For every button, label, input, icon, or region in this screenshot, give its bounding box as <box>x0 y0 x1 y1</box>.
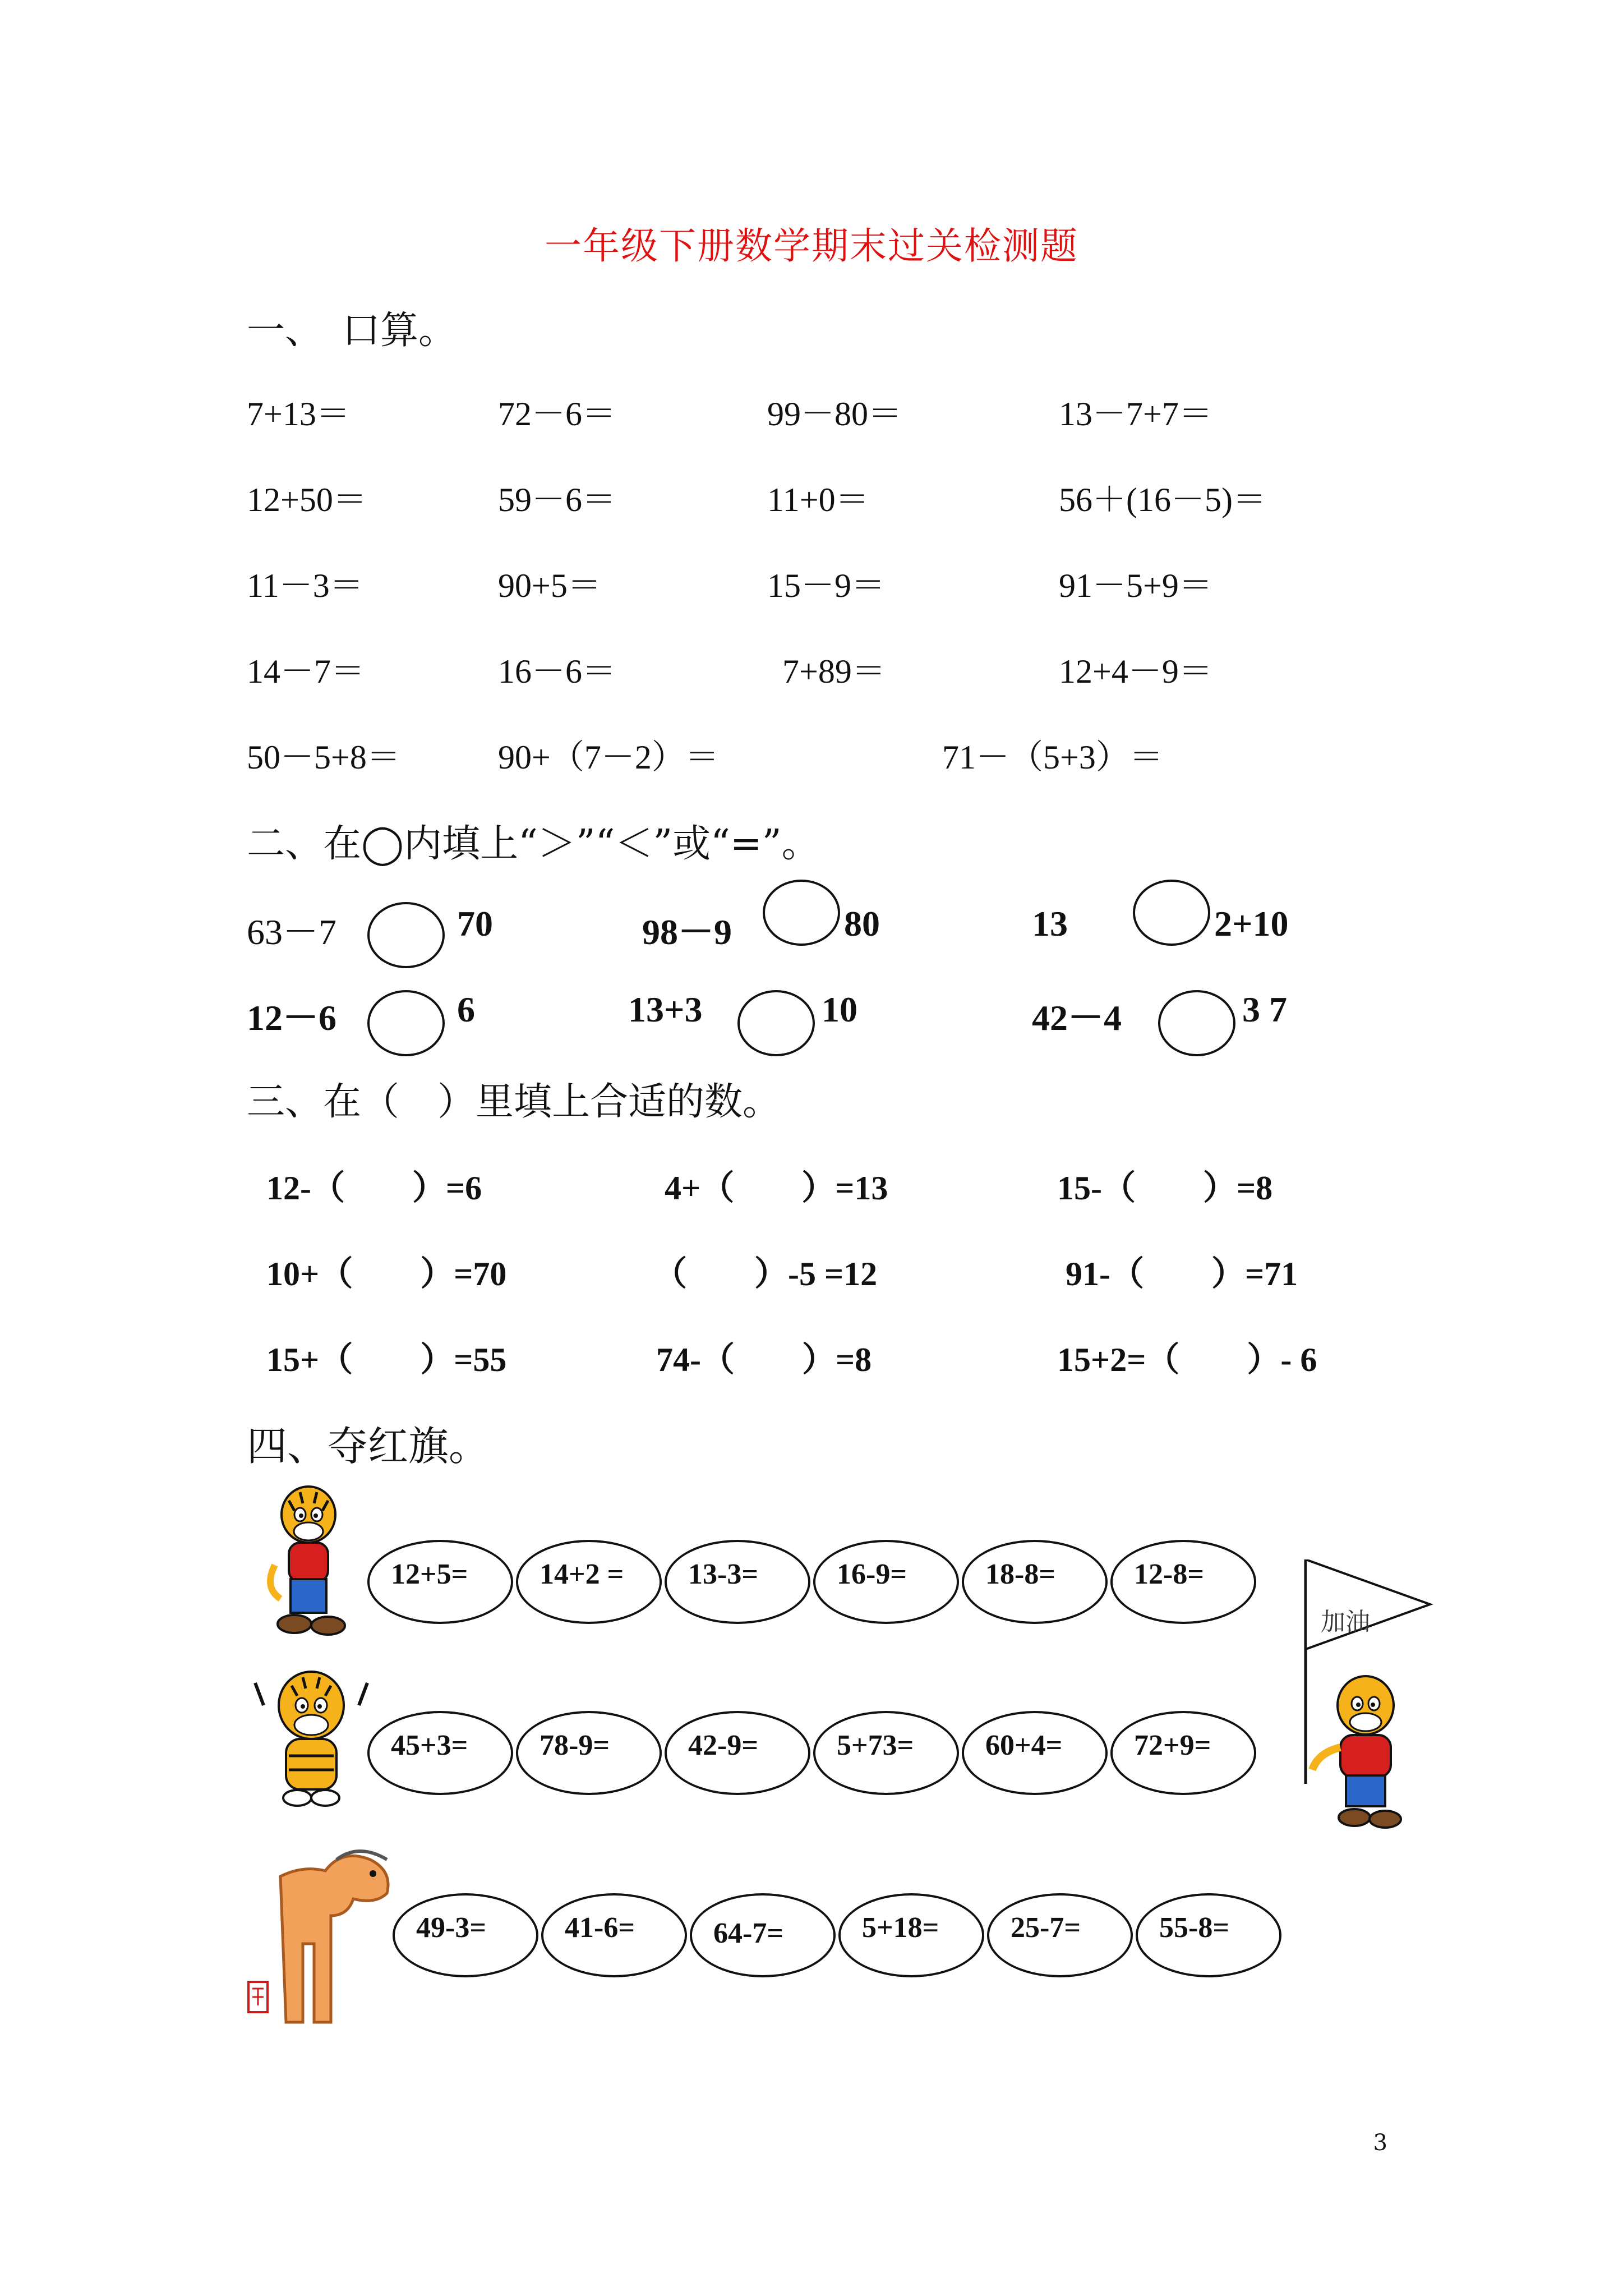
answer-circle[interactable] <box>737 990 815 1056</box>
page-title: 一年级下册数学期末过关检测题 <box>545 224 1078 268</box>
compare-right: 2+10 <box>1214 904 1289 944</box>
race-item: 12-8= <box>1134 1558 1204 1590</box>
compare-left: 42－4 <box>1032 998 1122 1038</box>
oral-item: 90+5＝ <box>498 567 601 604</box>
race-oval[interactable] <box>393 1893 538 1977</box>
oral-item: 71－（5+3）＝ <box>942 739 1163 776</box>
fill-item[interactable]: 91-（ ）=71 <box>1066 1255 1298 1292</box>
page-number: 3 <box>1373 2130 1387 2156</box>
fill-item[interactable]: 4+（ ）=13 <box>665 1170 888 1207</box>
race-item: 55-8= <box>1159 1912 1229 1944</box>
compare-right: 3 7 <box>1242 990 1287 1029</box>
compare-left: 13 <box>1032 904 1068 944</box>
oral-item: 99－80＝ <box>767 395 902 432</box>
race-item: 41-6= <box>565 1912 635 1944</box>
compare-left: 12－6 <box>247 998 336 1038</box>
race-item: 5+73= <box>837 1729 914 1761</box>
answer-circle[interactable] <box>763 880 840 946</box>
answer-circle[interactable] <box>367 990 445 1056</box>
compare-left: 13+3 <box>628 990 703 1029</box>
oral-item: 13－7+7＝ <box>1059 395 1212 432</box>
race-item: 72+9= <box>1134 1729 1211 1761</box>
section-2-heading: 二、在◯内填上“＞”“＜”或“=”。 <box>247 822 820 866</box>
race-item: 18-8= <box>985 1558 1055 1590</box>
oral-item: 50－5+8＝ <box>247 739 400 776</box>
oral-item: 7+13＝ <box>247 395 350 432</box>
compare-left: 98－9 <box>642 912 732 952</box>
race-item: 16-9= <box>837 1558 907 1590</box>
flag-label: 加油 <box>1321 1608 1370 1636</box>
answer-circle[interactable] <box>1158 990 1235 1056</box>
red-seal-icon <box>247 1980 269 2014</box>
race-item: 13-3= <box>688 1558 758 1590</box>
oral-item: 59－6＝ <box>498 481 616 518</box>
fill-item[interactable]: 15-（ ）=8 <box>1057 1170 1273 1207</box>
oral-item: 12+50＝ <box>247 481 367 518</box>
race-oval[interactable] <box>838 1893 984 1977</box>
race-oval[interactable] <box>665 1540 810 1624</box>
tiger-cartoon-icon <box>258 1481 359 1644</box>
race-oval[interactable] <box>665 1711 810 1795</box>
compare-right: 80 <box>844 904 880 944</box>
fill-item[interactable]: （ ）-5 =12 <box>653 1255 878 1292</box>
race-oval[interactable] <box>1136 1893 1281 1977</box>
oral-item: 91－5+9＝ <box>1059 567 1212 604</box>
fill-item[interactable]: 15+（ ）=55 <box>266 1341 507 1378</box>
tiger-cartoon-icon <box>247 1660 376 1812</box>
race-oval[interactable] <box>690 1893 836 1977</box>
oral-item: 11+0＝ <box>767 481 869 518</box>
fill-item[interactable]: 15+2=（ ）- 6 <box>1057 1341 1317 1378</box>
race-item: 12+5= <box>391 1558 468 1590</box>
race-item: 78-9= <box>540 1729 610 1761</box>
compare-left: 63－7 <box>247 912 336 952</box>
compare-right: 6 <box>457 990 475 1029</box>
race-item: 45+3= <box>391 1729 468 1761</box>
oral-item: 72－6＝ <box>498 395 616 432</box>
race-item: 42-9= <box>688 1729 758 1761</box>
section-1-heading: 一、 口算。 <box>247 309 457 353</box>
answer-circle[interactable] <box>367 902 445 968</box>
oral-item: 11－3＝ <box>247 567 363 604</box>
compare-right: 10 <box>822 990 857 1029</box>
race-oval[interactable] <box>367 1711 513 1795</box>
race-oval[interactable] <box>962 1711 1108 1795</box>
race-item: 14+2 = <box>540 1558 624 1590</box>
race-oval[interactable] <box>1110 1711 1256 1795</box>
race-oval[interactable] <box>367 1540 513 1624</box>
oral-item: 16－6＝ <box>498 653 616 690</box>
oral-item: 15－9＝ <box>767 567 885 604</box>
race-item: 60+4= <box>985 1729 1063 1761</box>
race-oval[interactable] <box>1110 1540 1256 1624</box>
race-oval[interactable] <box>541 1893 687 1977</box>
fill-item[interactable]: 12-（ ）=6 <box>266 1170 482 1207</box>
answer-circle[interactable] <box>1133 880 1210 946</box>
race-oval[interactable] <box>813 1711 959 1795</box>
race-oval[interactable] <box>987 1893 1133 1977</box>
race-item: 25-7= <box>1011 1912 1081 1944</box>
compare-right: 70 <box>457 904 493 944</box>
oral-item: 90+（7－2）＝ <box>498 739 719 776</box>
tiger-cartoon-icon <box>1301 1669 1430 1837</box>
oral-item: 14－7＝ <box>247 653 365 690</box>
section-4-heading: 四、夺红旗。 <box>247 1423 490 1470</box>
race-oval[interactable] <box>813 1540 959 1624</box>
race-oval[interactable] <box>962 1540 1108 1624</box>
fill-item[interactable]: 74-（ ）=8 <box>656 1341 872 1378</box>
race-oval[interactable] <box>516 1540 662 1624</box>
oral-item: 12+4－9＝ <box>1059 653 1212 690</box>
oral-item: 56＋(16－5)＝ <box>1059 481 1266 518</box>
oral-item: 7+89＝ <box>782 653 886 690</box>
race-oval[interactable] <box>516 1711 662 1795</box>
fill-item[interactable]: 10+（ ）=70 <box>266 1255 507 1292</box>
race-item: 5+18= <box>862 1912 939 1944</box>
section-3-heading: 三、在（ ）里填上合适的数。 <box>247 1080 781 1124</box>
race-item: 49-3= <box>416 1912 486 1944</box>
race-item: 64-7= <box>713 1917 783 1949</box>
